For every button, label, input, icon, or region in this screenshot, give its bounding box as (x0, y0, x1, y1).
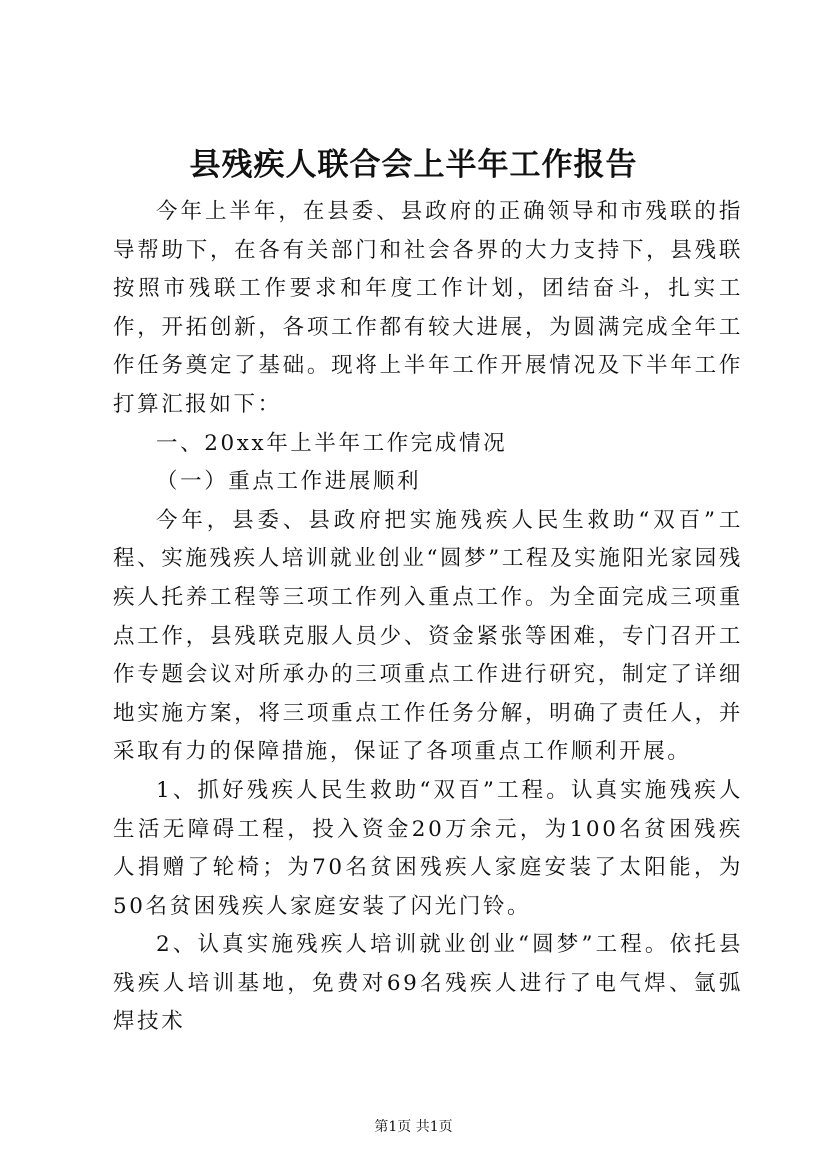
section-heading-1: 一、20xx年上半年工作完成情况 (156, 430, 508, 456)
page-footer: 第1页 共1页 (374, 1119, 453, 1135)
paragraph-item-1: 1、抓好残疾人民生救助“双百”工程。认真实施残疾人生活无障碍工程，投入资金20万余元，为100名贫困残疾人捐赠了轮椅；为70名贫困残疾人家庭安装了太阳能，为50名贫困残疾人家庭安装了闪光门铃。 (113, 777, 743, 919)
document-body (113, 193, 743, 1042)
subsection-heading-1: （一）重点工作进展顺利 (156, 469, 422, 495)
paragraph-key-work: 今年，县委、县政府把实施残疾人民生救助“双百”工程、实施残疾人培训就业创业“圆梦”工程及实施阳光家园残疾人托养工程等三项工作列入重点工作。为全面完成三项重点工作，县残联克服人员少、资金紧张等困难，专门召开工作专题会议对所承办的三项重点工作进行研究，制定了详细地实施方案，将三项重点工作任务分解，明确了责任人，并采取有力的保障措施，保证了各项重点工作顺利开展。 (113, 507, 743, 765)
paragraph-intro: 今年上半年，在县委、县政府的正确领导和市残联的指导帮助下，在各有关部门和社会各界的大力支持下，县残联按照市残联工作要求和年度工作计划，团结奋斗，扎实工作，开拓创新，各项工作都有较大进展，为圆满完成全年工作任务奠定了基础。现将上半年工作开展情况及下半年工作打算汇报如下： (113, 199, 743, 417)
paragraph-item-2: 2、认真实施残疾人培训就业创业“圆梦”工程。依托县残疾人培训基地，免费对69名残疾人进行了电气焊、氩弧焊技术 (113, 932, 743, 1035)
document-title: 县残疾人联合会上半年工作报告 (189, 147, 638, 183)
